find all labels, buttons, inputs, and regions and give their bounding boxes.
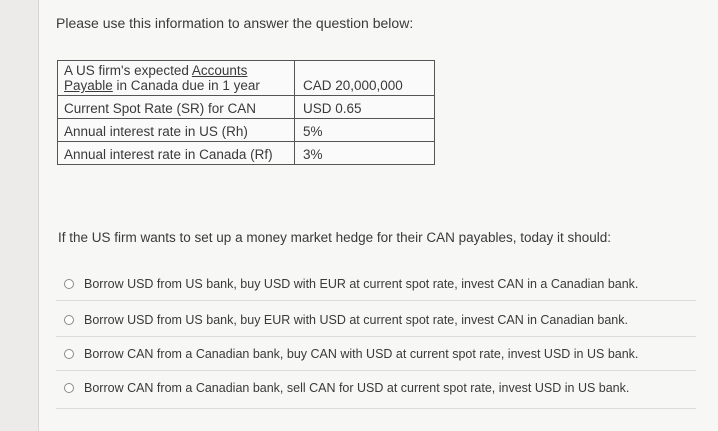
answer-option-label: Borrow CAN from a Canadian bank, sell CAN for USD at current spot rate, invest USD in US bank. [84, 381, 630, 395]
answer-option-label: Borrow CAN from a Canadian bank, buy CAN with USD at current spot rate, invest USD in US bank. [84, 347, 639, 361]
instruction-text: Please use this information to answer the question below: [56, 15, 414, 31]
table-cell-label: Annual interest rate in US (Rh) [58, 119, 295, 142]
accounts-link[interactable]: Accounts [191, 63, 248, 78]
table-row [58, 61, 435, 96]
divider [56, 336, 696, 337]
payable-link[interactable]: Payable [64, 78, 113, 93]
table-cell-value: USD 0.65 [295, 96, 435, 119]
answer-option-label: Borrow USD from US bank, buy EUR with USD at current spot rate, invest CAN in Canadian bank. [84, 313, 628, 327]
divider [56, 300, 696, 301]
answer-option-2[interactable] [64, 313, 628, 327]
answer-option-3[interactable] [64, 347, 638, 361]
table-row [58, 119, 435, 142]
table-cell-label: Annual interest rate in Canada (Rf) [58, 142, 295, 165]
radio-button[interactable] [64, 279, 74, 289]
radio-button[interactable] [64, 315, 74, 325]
table-cell-value: CAD 20,000,000 [295, 61, 435, 96]
answer-option-4[interactable] [64, 381, 629, 395]
table-cell-value: 5% [295, 119, 435, 142]
table-cell-value: 3% [295, 142, 435, 165]
table-cell-label: A US firm's expected Accounts Payable in Canada due in 1 year [58, 61, 295, 96]
divider [56, 370, 696, 371]
radio-button[interactable] [64, 383, 74, 393]
table-row [58, 142, 435, 165]
information-table [57, 60, 435, 165]
divider [56, 408, 696, 409]
answer-option-1[interactable] [64, 277, 638, 291]
question-text: If the US firm wants to set up a money market hedge for their CAN payables, today it should: [58, 230, 612, 245]
radio-button[interactable] [64, 349, 74, 359]
table-row [58, 96, 435, 119]
table-cell-label: Current Spot Rate (SR) for CAN [58, 96, 295, 119]
answer-option-label: Borrow USD from US bank, buy USD with EUR at current spot rate, invest CAN in a Canadian bank. [84, 277, 639, 291]
